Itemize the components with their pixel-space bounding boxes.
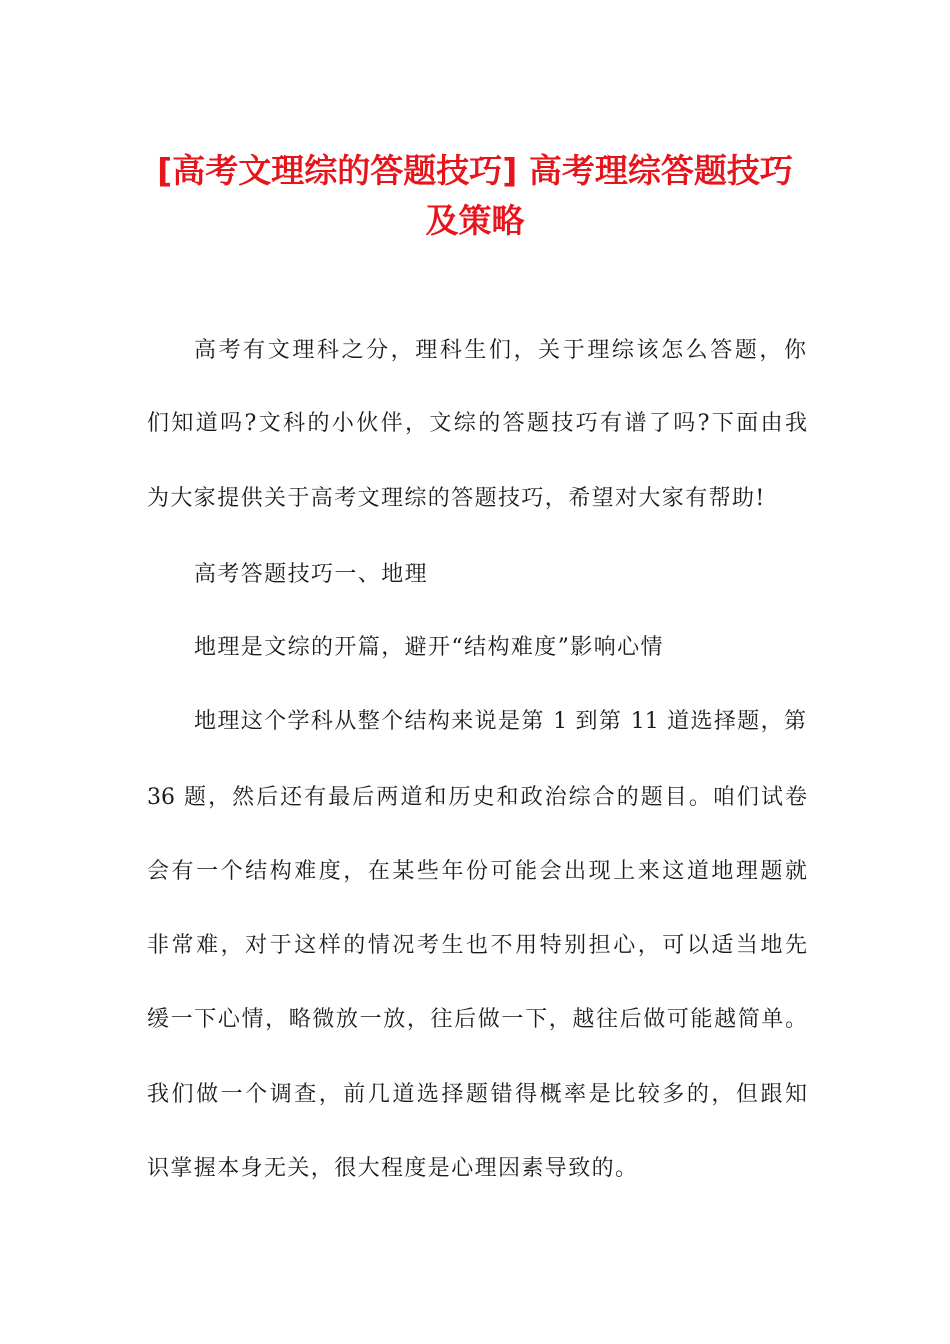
paragraph-line: 地理这个学科从整个结构来说是第 1 到第 11 道选择题，第 (194, 709, 806, 734)
paragraph-line: 们知道吗?文科的小伙伴，文综的答题技巧有谱了吗?下面由我 (147, 411, 807, 436)
section-subheading: 地理是文综的开篇，避开“结构难度”影响心情 (194, 635, 664, 660)
document-title-line-1: [高考文理综的答题技巧] 高考理综答题技巧 (157, 151, 793, 190)
section-heading: 高考答题技巧一、地理 (194, 562, 429, 587)
paragraph-line: 高考有文理科之分，理科生们，关于理综该怎么答题，你 (194, 338, 806, 363)
paragraph-line: 36 题，然后还有最后两道和历史和政治综合的题目。咱们试卷 (147, 785, 807, 810)
paragraph-line: 识掌握本身无关，很大程度是心理因素导致的。 (147, 1156, 639, 1181)
paragraph-line: 缓一下心情，略微放一放，往后做一下，越往后做可能越简单。 (147, 1007, 807, 1032)
paragraph-line: 我们做一个调查，前几道选择题错得概率是比较多的，但跟知 (147, 1082, 807, 1107)
document-title-line-2: 及策略 (425, 201, 525, 240)
paragraph-line: 会有一个结构难度，在某些年份可能会出现上来这道地理题就 (147, 859, 807, 884)
paragraph-line: 为大家提供关于高考文理综的答题技巧，希望对大家有帮助! (147, 486, 766, 511)
paragraph-line: 非常难，对于这样的情况考生也不用特别担心，可以适当地先 (147, 933, 807, 958)
